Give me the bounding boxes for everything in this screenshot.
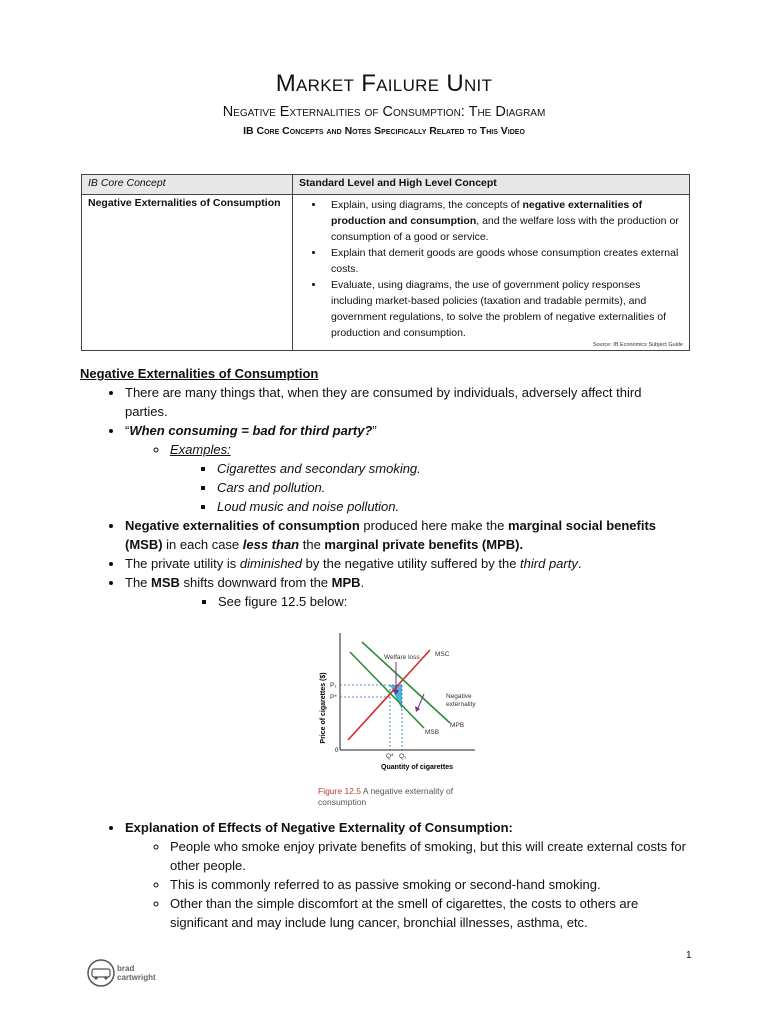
- y-axis-label: Price of cigarettes ($): [320, 672, 327, 744]
- qstar-label: Q*: [386, 753, 394, 760]
- negative-label: Negative: [446, 693, 472, 700]
- table-bullet: • Explain that demerit goods are goods whose consumption creates external costs.: [325, 245, 683, 277]
- list-item: • The private utility is diminished by the negative utility suffered by the third party.: [124, 554, 680, 573]
- arrowhead-icon: [415, 706, 420, 712]
- table-cell-bullets: [293, 195, 690, 351]
- example-item: ▪ Cars and pollution.: [216, 478, 680, 497]
- p1-label: P₁: [330, 682, 337, 689]
- msc-label: MSC: [435, 651, 450, 658]
- list-item: • Negative externalities of consumption produced here make the marginal social benefits (MSB) in each case less than the marginal private benefits (MPB).: [124, 516, 680, 554]
- logo-wheel-icon: [104, 976, 107, 979]
- section-heading: Negative Externalities of Consumption: [80, 366, 319, 381]
- logo-text-cartwright: cartwright: [117, 973, 156, 982]
- example-item: ▪ Loud music and noise pollution.: [216, 497, 680, 516]
- table-header-level: Standard Level and High Level Concept: [293, 175, 690, 195]
- list-item: • Explanation of Effects of Negative Externality of Consumption: ◦ People who smoke enjoy private benefits of smoking, but this will create external costs for other people. ◦ This is commonly referred to as passive smoking or second-hand smoking. ◦ Other than the simple discomfort at the smell of cigarettes, the costs to others are significant and may include lung cancer, bronchial illnesses, asthma, etc.: [124, 818, 690, 932]
- page-number: 1: [686, 950, 692, 961]
- externality-label: externality: [446, 701, 476, 708]
- section-negative-externalities: [80, 364, 680, 611]
- table-source: Source: IB Economics Subject Guide: [592, 342, 683, 348]
- brad-cartwright-logo: [86, 956, 176, 990]
- x-axis-label: Quantity of cigarettes: [381, 764, 453, 771]
- ib-concepts-table: [81, 174, 690, 351]
- pstar-label: P*: [330, 694, 337, 701]
- msb-label: MSB: [425, 729, 440, 736]
- example-item: ▪ Cigarettes and secondary smoking.: [216, 459, 680, 478]
- list-item: • The MSB shifts downward from the MPB. ▪ See figure 12.5 below:: [124, 573, 680, 611]
- page-subtitle: Negative Externalities of Consumption: The Diagram: [222, 104, 546, 120]
- msb-curve: [350, 652, 424, 728]
- logo-text-brad: brad: [117, 964, 135, 973]
- table-bullet: • Evaluate, using diagrams, the use of government policy responses including market-based policies (taxation and tradable permits), and government regulations, to solve the problem of negative externalities of production and consumption.: [325, 277, 683, 341]
- figure-caption: Figure 12.5 A negative externality of consumption: [318, 786, 454, 807]
- see-figure-list: [125, 592, 680, 611]
- q1-label: Q₁: [399, 753, 407, 760]
- page-title: Market Failure Unit: [275, 70, 493, 97]
- bullet-list: [80, 818, 690, 932]
- externality-diagram: [300, 628, 500, 788]
- origin-label: 0: [335, 748, 339, 754]
- bullet-list: [80, 383, 680, 611]
- sub-list: [125, 440, 680, 516]
- list-item: • “When consuming = bad for third party?” ◦ Examples: ▪ Cigarettes and secondary smoking. ▪ Cars and pollution. ▪ Loud music and noise pollution.: [124, 421, 680, 516]
- table-header-row: [82, 175, 690, 195]
- examples-list: [170, 459, 680, 516]
- list-item: ◦ Examples: ▪ Cigarettes and secondary smoking. ▪ Cars and pollution. ▪ Loud music and noise pollution.: [169, 440, 680, 516]
- list-item: • There are many things that, when they are consumed by individuals, adversely affect third parties.: [124, 383, 680, 421]
- table-row: [82, 195, 690, 351]
- mpb-label: MPB: [450, 722, 465, 729]
- page-subtitle-small: IB Core Concepts and Notes Specifically Related to This Video: [243, 125, 525, 137]
- logo-wheel-icon: [94, 976, 97, 979]
- list-item: ◦ People who smoke enjoy private benefits of smoking, but this will create external costs for other people.: [169, 837, 690, 875]
- table-bullet-list: [299, 197, 683, 341]
- table-header-concept: IB Core Concept: [82, 175, 293, 195]
- list-item: ◦ Other than the simple discomfort at the smell of cigarettes, the costs to others are significant and may include lung cancer, bronchial illnesses, asthma, etc.: [169, 894, 690, 932]
- list-item: ◦ This is commonly referred to as passive smoking or second-hand smoking.: [169, 875, 690, 894]
- table-cell-concept: Negative Externalities of Consumption: [82, 195, 293, 351]
- welfare-loss-label: Welfare loss: [384, 654, 420, 661]
- explanation-list: [125, 837, 690, 932]
- table-bullet: • Explain, using diagrams, the concepts of negative externalities of production and consumption, and the welfare loss with the production or consumption of a good or service.: [325, 197, 683, 245]
- list-item: ▪ See figure 12.5 below:: [217, 592, 680, 611]
- logo-bus-icon: [92, 969, 110, 977]
- section-explanation: [80, 818, 690, 932]
